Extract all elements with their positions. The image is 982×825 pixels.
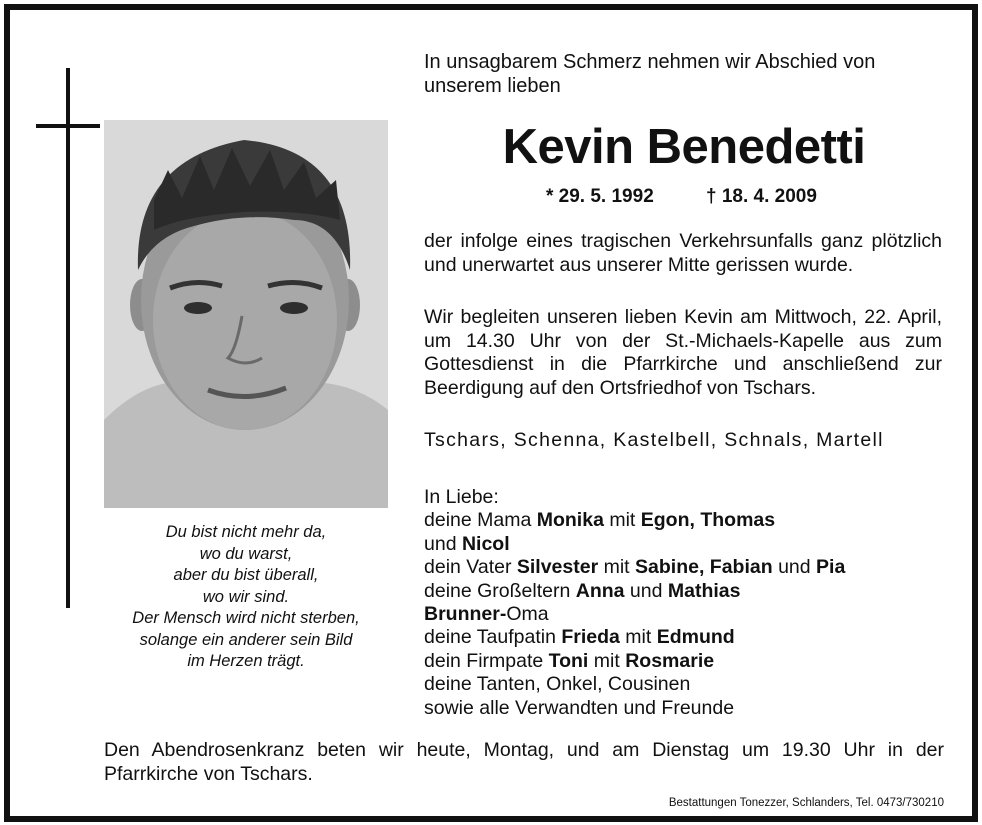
- portrait-illustration: [104, 120, 388, 508]
- poem-line: wo du warst,: [199, 544, 293, 563]
- death-date: † 18. 4. 2009: [706, 186, 817, 207]
- mourner-line: deine Großeltern Anna und Mathias: [424, 579, 741, 602]
- cross-vertical-bar: [66, 68, 70, 608]
- portrait-photo: [104, 120, 388, 508]
- mourner-line: deine Taufpatin Frieda mit Edmund: [424, 626, 735, 649]
- poem-line: Der Mensch wird nicht sterben,: [132, 609, 360, 627]
- poem-line: im Herzen trägt.: [187, 652, 305, 670]
- places-list: Tschars, Schenna, Kastelbell, Schnals, Martell: [424, 429, 884, 451]
- birth-date: * 29. 5. 1992: [546, 186, 654, 207]
- cross-horizontal-bar: [36, 124, 100, 128]
- mourner-line: Brunner-Oma: [424, 603, 549, 626]
- poem-line: solange ein anderer sein Bild: [139, 630, 353, 649]
- mourner-line: dein Firmpate Toni mit Rosmarie: [424, 649, 715, 672]
- mourner-line: deine Tanten, Onkel, Cousinen: [424, 673, 691, 696]
- funeral-home-credit: Bestattungen Tonezzer, Schlanders, Tel. 0473/730210: [668, 797, 944, 809]
- poem-line: aber du bist überall,: [173, 566, 319, 584]
- mourner-line: deine Mama Monika mit Egon, Thomas: [424, 509, 776, 532]
- rosary-notice: Den Abendrosenkranz beten wir heute, Montag, und am Dienstag um 19.30 Uhr in der Pfarrkirche von Tschars.: [104, 739, 944, 785]
- mourner-line: dein Vater Silvester mit Sabine, Fabian und Pia: [424, 556, 846, 579]
- mourners-heading: In Liebe:: [424, 486, 499, 508]
- intro-line: In unsagbarem Schmerz nehmen wir Abschied von: [424, 51, 876, 73]
- mourner-line: und Nicol: [424, 532, 510, 555]
- poem-line: Du bist nicht mehr da,: [165, 523, 327, 541]
- intro-text: [424, 50, 944, 98]
- mourner-line: sowie alle Verwandten und Freunde: [424, 696, 735, 719]
- mourners-list: [424, 486, 964, 720]
- poem-line: wo wir sind.: [202, 587, 290, 606]
- intro-line: unserem lieben: [424, 75, 561, 97]
- memorial-poem: [104, 522, 388, 673]
- cause-paragraph: der infolge eines tragischen Verkehrsunfalls ganz plötzlich und unerwartet aus unserer Mitte gerissen wurde.: [424, 230, 942, 276]
- deceased-name: Kevin Benedetti: [502, 120, 866, 174]
- funeral-paragraph: Wir begleiten unseren lieben Kevin am Mittwoch, 22. April, um 14.30 Uhr von der St.-Michaels-Kapelle aus zum Gottesdienst in die Pfarrkirche und anschließend zur Beerdigung auf den Ortsfriedhof von Tschars.: [424, 306, 942, 399]
